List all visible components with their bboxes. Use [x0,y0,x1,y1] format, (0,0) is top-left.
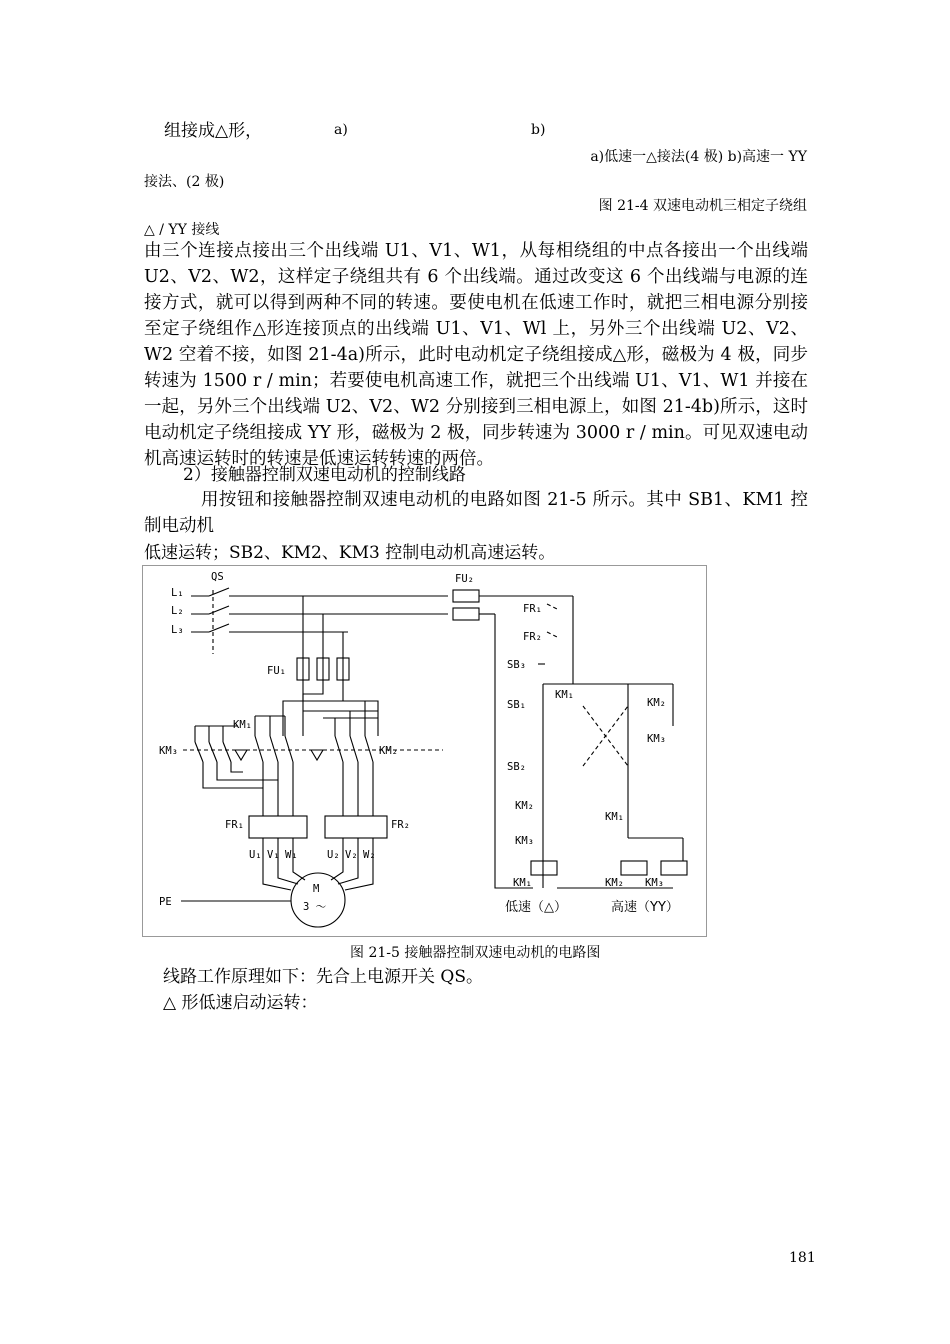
sb1-label: SB₁ [507,699,526,711]
delta-start-line: △ 形低速启动运转： [163,993,318,1013]
fu2-label: FU₂ [455,573,474,585]
l3-label: L₃ [171,624,184,636]
label-a: a) [334,122,348,138]
km2-coil [621,861,647,875]
km1-main-label: KM₁ [233,719,252,731]
km3-aux-label: KM₃ [647,733,666,745]
control-ladder [538,604,683,888]
km3-nc-label: KM₃ [515,835,534,847]
km3-main-label: KM₃ [159,745,178,757]
qs-label: QS [211,571,224,583]
sb2-label: SB₂ [507,761,526,773]
sb3-label: SB₃ [507,659,526,671]
high-speed-label: 高速（YY） [611,900,679,915]
circuit-diagram [142,565,707,937]
circuit-svg [143,566,706,936]
km2-coil-label: KM₂ [605,877,624,889]
km2-main-contacts [335,701,373,762]
fr1-nc-label: FR₁ [523,603,542,615]
fr1-relay [249,816,307,838]
section-heading-2: 2）接触器控制双速电动机的控制线路 [183,465,466,485]
fu2-fuse-a [453,590,479,602]
fu2-fuse-b [453,608,479,620]
l2-label: L₂ [171,605,184,617]
figure-21-5-caption: 图 21-5 接触器控制双速电动机的电路图 [350,945,601,961]
v2-label: V₂ [345,849,358,861]
paragraph-1: 由三个连接点接出三个出线端 U1、V1、W1，从每相绕组的中点各接出一个出线端 U2、V2、W2，这样定子绕组共有 6 个出线端。通过改变这 6 个出线端与电源的连接方式，就可以得到两种不同的转速。要使电机在低速工作时，就把三相电源分别接至定子绕组作△形连接顶点的出线端 U1、V1、Wl 上，另外三个出线端 U2、V2、W2 空着不接，如图 21-4a)所示，此时电动机定子绕组接成△形，磁极为 4 极，同步转速为 1500 r / min；若要使电机高速工作，就把三个出线端 U1、V1、W1 并接在一起，另外三个出线端 U2、V2、W2 分别接到三相电源上，如图 21-4b)所示，这时电动机定子绕组接成 YY 形，磁极为 2 极，同步转速为 3000 r / min。可见双速电动机高速运转时的转速是低速运转转速的两倍。 [144,241,808,469]
top-line-left: 组接成△形， [164,121,263,141]
w1-label: W₁ [285,849,298,861]
caption-21-4ab: a)低速一△接法(4 极) b)高速一 YY [590,149,807,165]
u2-label: U₂ [327,849,340,861]
figure-21-4-caption: 图 21-4 双速电动机三相定子绕组 [598,198,807,214]
u1-label: U₁ [249,849,262,861]
caption-21-4ab-cont: 接法、(2 极) [144,174,225,190]
km1-nc-label: KM₁ [605,811,624,823]
pe-label: PE [159,896,172,908]
paragraph-2-cont: 低速运转；SB2、KM2、KM3 控制电动机高速运转。 [144,543,556,563]
km3-main-contacts [195,726,278,788]
paragraph-2: 用按钮和接触器控制双速电动机的电路如图 21-5 所示。其中 SB1、KM1 控制电动机 [144,490,808,536]
km1-coil [531,861,557,875]
label-b: b) [531,122,546,138]
low-speed-label: 低速（△） [505,900,567,915]
km1-coil-label: KM₁ [513,877,532,889]
fr1-label: FR₁ [225,819,244,831]
w2-label: W₂ [363,849,376,861]
km3-coil-label: KM₃ [645,877,664,889]
l1-label: L₁ [171,587,184,599]
km3-coil [661,861,687,875]
principle-line: 线路工作原理如下：先合上电源开关 QS。 [163,967,483,987]
fr2-nc-label: FR₂ [523,631,542,643]
page-number: 181 [789,1250,816,1266]
motor-symbol [291,873,345,927]
fr2-relay [325,816,387,838]
fu1-label: FU₁ [267,665,286,677]
motor-3-label: 3 ～ [303,901,327,913]
fr2-label: FR₂ [391,819,410,831]
v1-label: V₁ [267,849,280,861]
km2-aux-label: KM₂ [647,697,666,709]
km1-aux-label: KM₁ [555,689,574,701]
qs-switch [191,588,448,654]
km2-main-label: KM₂ [379,745,398,757]
km2-nc-label: KM₂ [515,800,534,812]
figure-21-4-caption-cont: △ / YY 接线 [144,222,220,238]
motor-m-label: M [313,883,320,895]
